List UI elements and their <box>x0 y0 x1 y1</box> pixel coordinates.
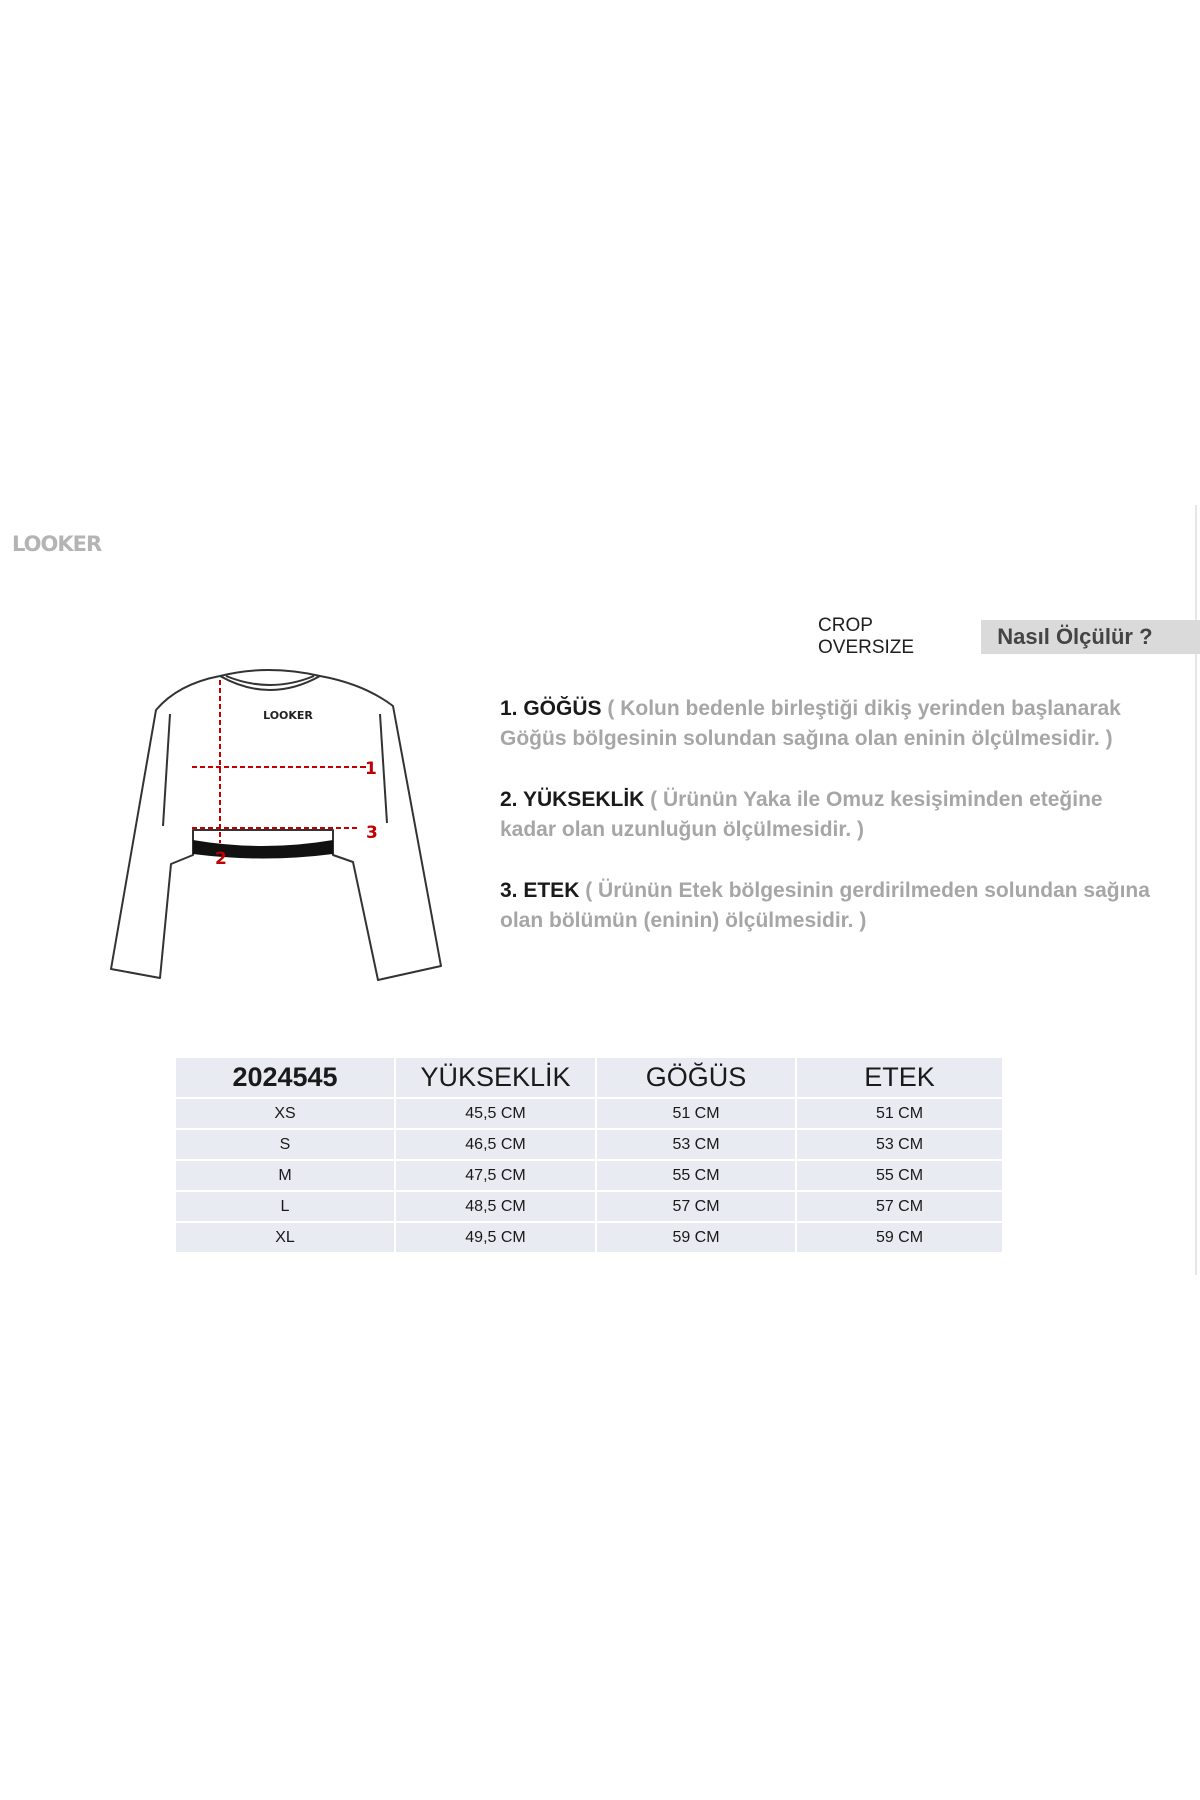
table-row <box>176 1222 1002 1252</box>
hem-cell: 59 CM <box>875 1228 924 1246</box>
size-cell: M <box>176 1160 395 1191</box>
instruction-description: ( Ürünün Yaka ile Omuz kesişiminden eteğine kadar olan uzunluğun ölçülmesidir. ) <box>500 788 1103 841</box>
marker-1: 1 <box>365 759 377 779</box>
instruction-description: ( Kolun bedenle birleştiği dikiş yerinden başlanarak Göğüs bölgesinin solundan sağına olan eninin ölçülmesidir. ) <box>500 697 1121 750</box>
table-row <box>176 1098 1002 1129</box>
measurement-instructions <box>500 694 1160 967</box>
chest-cell: 55 CM <box>596 1160 796 1191</box>
chest-cell: 59 CM <box>596 1222 796 1252</box>
hem-band <box>193 840 333 859</box>
height-cell: 45,5 CM <box>395 1098 596 1129</box>
size-cell: XL <box>176 1222 395 1252</box>
height-cell: 49,5 CM <box>395 1222 596 1252</box>
table-row <box>176 1129 1002 1160</box>
measurement-diagram <box>108 666 448 988</box>
hem-header: ETEK <box>796 1058 1002 1098</box>
height-header: YÜKSEKLİK <box>395 1058 596 1098</box>
height-cell: 48,5 CM <box>395 1191 596 1222</box>
chest-cell: 51 CM <box>596 1098 796 1129</box>
hem-cell: 57 CM <box>796 1191 1002 1222</box>
brand-logo: LOOKER <box>12 532 102 556</box>
hem-cell: 55 CM <box>796 1160 1002 1191</box>
product-type-label: CROP OVERSIZE <box>818 615 915 658</box>
product-code-header: 2024545 <box>176 1058 395 1098</box>
marker-3: 3 <box>366 823 378 843</box>
chest-cell: 57 CM <box>596 1191 796 1222</box>
table-row <box>176 1191 1002 1222</box>
header-row <box>818 615 1200 658</box>
instruction-height <box>500 785 1160 845</box>
instruction-term: 2. YÜKSEKLİK <box>500 788 645 811</box>
instruction-description: ( Ürünün Etek bölgesinin gerdirilmeden solundan sağına olan bölümün (eninin) ölçülmesidir. ) <box>500 879 1150 932</box>
height-cell: 46,5 CM <box>395 1129 596 1160</box>
instruction-term: 3. ETEK <box>500 879 580 902</box>
table-row <box>176 1160 1002 1191</box>
table-header-row <box>176 1058 1002 1098</box>
size-chart-table <box>176 1058 1002 1252</box>
how-to-measure-title: Nasıl Ölçülür ? <box>981 620 1200 654</box>
chest-header: GÖĞÜS <box>596 1058 796 1098</box>
instruction-term: 1. GÖĞÜS <box>500 697 602 720</box>
size-cell: L <box>176 1191 395 1222</box>
shirt-logo-text: LOOKER <box>263 709 313 722</box>
marker-2: 2 <box>215 849 227 869</box>
instruction-chest <box>500 694 1160 754</box>
size-cell: S <box>176 1129 395 1160</box>
hem-cell: 51 CM <box>796 1098 1002 1129</box>
hem-cell: 53 CM <box>796 1129 1002 1160</box>
size-cell: XS <box>176 1098 395 1129</box>
instruction-hem <box>500 876 1160 936</box>
height-cell: 47,5 CM <box>395 1160 596 1191</box>
chest-cell: 53 CM <box>596 1129 796 1160</box>
